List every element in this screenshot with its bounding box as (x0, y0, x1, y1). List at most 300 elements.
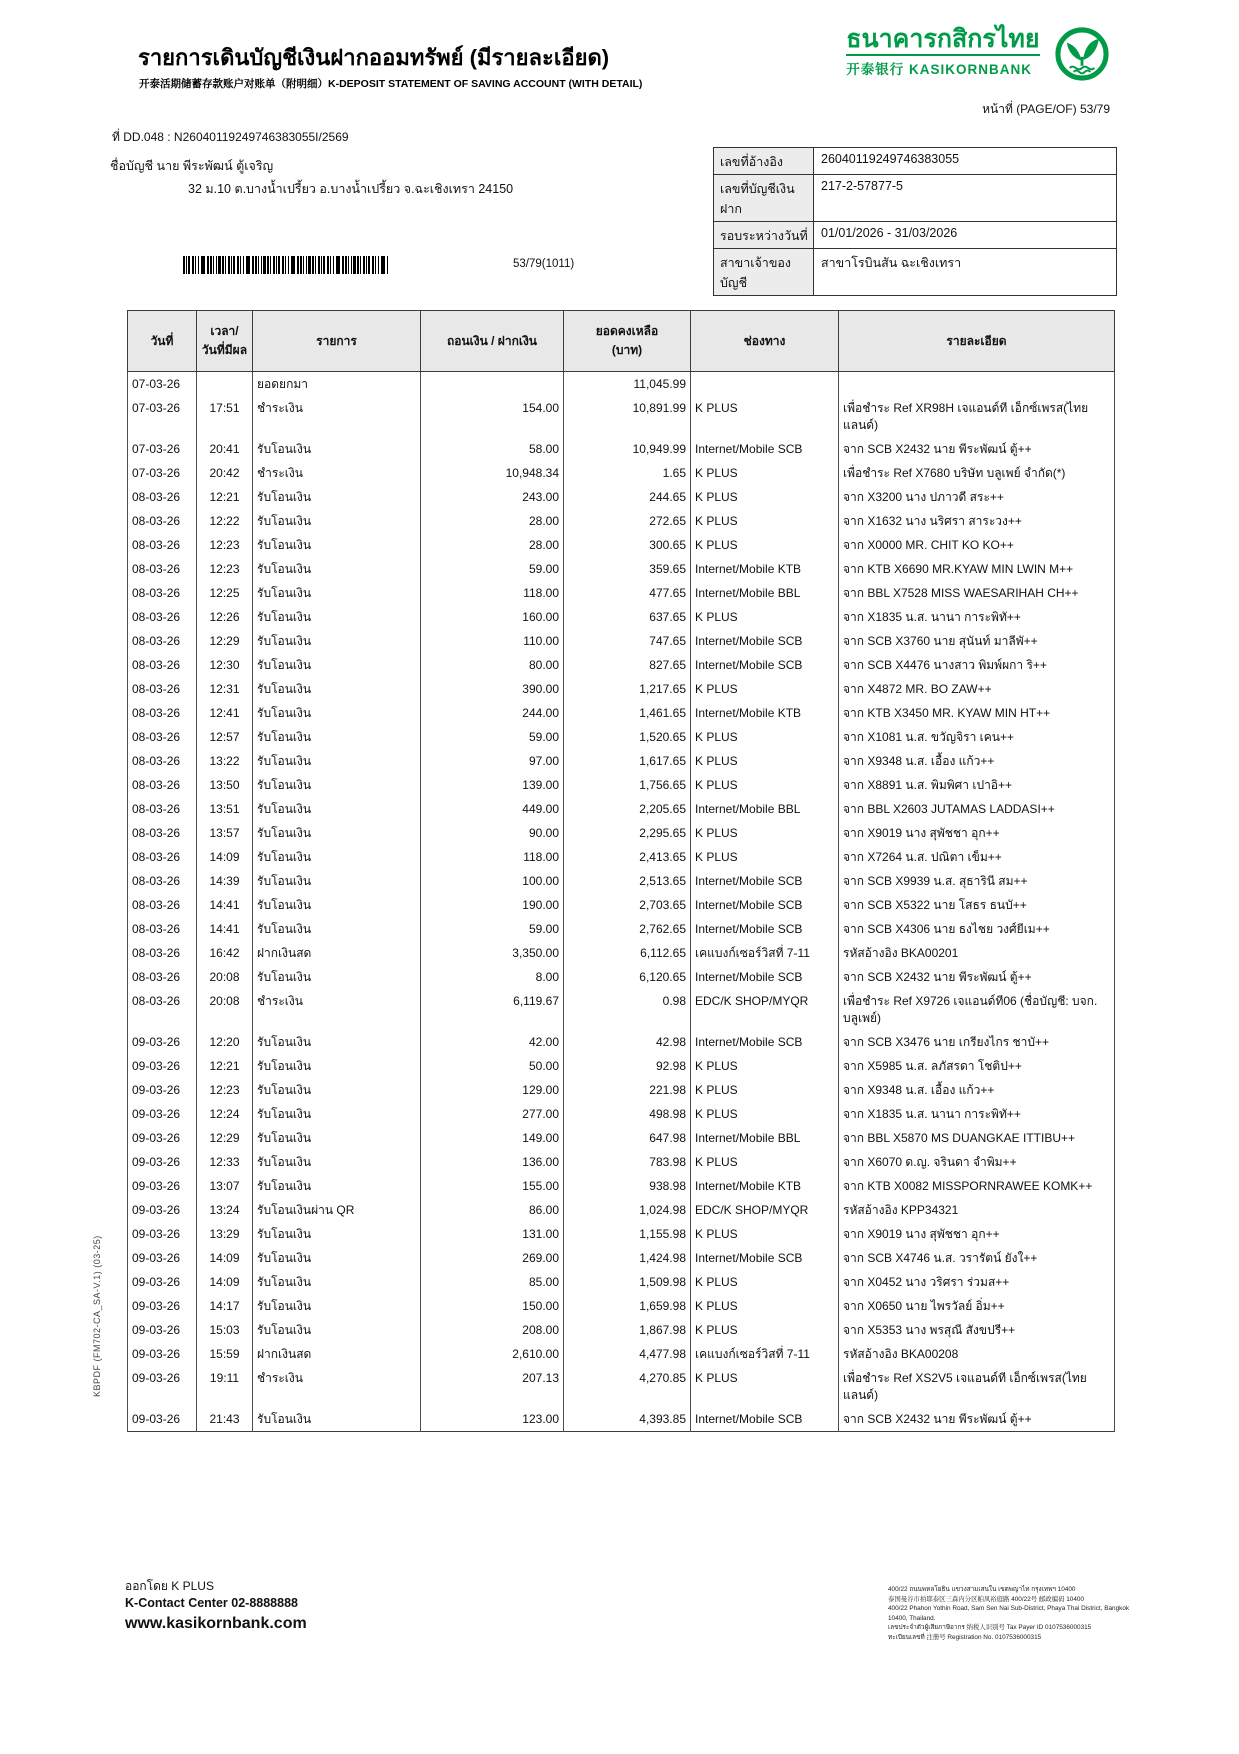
cell-amount: 129.00 (421, 1078, 564, 1102)
cell-balance: 637.65 (564, 605, 691, 629)
cell-detail: จาก KTB X6690 MR.KYAW MIN LWIN M++ (839, 557, 1115, 581)
cell-time: 12:25 (197, 581, 253, 605)
transaction-row (128, 485, 1115, 509)
cell-time: 12:21 (197, 485, 253, 509)
transaction-row (128, 1246, 1115, 1270)
cell-description: รับโอนเงิน (253, 1407, 421, 1432)
cell-detail: เพื่อชำระ Ref XS2V5 เจแอนด์ที เอ็กซ์เพรส(ไทยแลนด์) (839, 1366, 1115, 1407)
cell-detail: เพื่อชำระ Ref X9726 เจแอนด์ที06 (ชื่อบัญชี: บจก. บลูเพย์) (839, 989, 1115, 1030)
cell-balance: 300.65 (564, 533, 691, 557)
cell-date: 09-03-26 (128, 1150, 197, 1174)
cell-date: 09-03-26 (128, 1078, 197, 1102)
cell-description: รับโอนเงิน (253, 917, 421, 941)
cell-time: 15:03 (197, 1318, 253, 1342)
cell-time: 12:29 (197, 629, 253, 653)
transaction-row (128, 725, 1115, 749)
cell-amount: 136.00 (421, 1150, 564, 1174)
cell-detail: จาก X1081 น.ส. ขวัญจิรา เคน++ (839, 725, 1115, 749)
cell-description: รับโอนเงิน (253, 485, 421, 509)
transaction-row (128, 1366, 1115, 1407)
cell-channel: Internet/Mobile KTB (691, 1174, 839, 1198)
cell-amount: 154.00 (421, 396, 564, 437)
transaction-row (128, 749, 1115, 773)
cell-date: 08-03-26 (128, 725, 197, 749)
cell-amount: 123.00 (421, 1407, 564, 1432)
transaction-row (128, 509, 1115, 533)
cell-amount: 90.00 (421, 821, 564, 845)
info-label: เลขที่อ้างอิง (714, 148, 814, 174)
cell-detail: จาก X0452 นาง วริศรา ร่วมส++ (839, 1270, 1115, 1294)
account-info-box (713, 147, 1117, 296)
cell-description: รับโอนเงิน (253, 893, 421, 917)
cell-time: 12:30 (197, 653, 253, 677)
cell-date: 08-03-26 (128, 485, 197, 509)
cell-date: 09-03-26 (128, 1222, 197, 1246)
cell-date: 08-03-26 (128, 749, 197, 773)
cell-description: รับโอนเงิน (253, 1078, 421, 1102)
cell-detail: จาก X1632 นาง นริศรา สาระวง++ (839, 509, 1115, 533)
cell-balance: 359.65 (564, 557, 691, 581)
cell-channel: Internet/Mobile KTB (691, 557, 839, 581)
cell-detail: จาก BBL X5870 MS DUANGKAE ITTIBU++ (839, 1126, 1115, 1150)
cell-balance: 11,045.99 (564, 372, 691, 397)
issued-by: ออกโดย K PLUS (125, 1579, 214, 1593)
col-header-time: เวลา/ วันที่มีผล (197, 311, 253, 372)
cell-balance: 1,155.98 (564, 1222, 691, 1246)
footer-address-block (888, 1585, 1133, 1643)
cell-time: 20:42 (197, 461, 253, 485)
cell-detail: จาก X6070 ด.ญ. จรินดา จำพิม++ (839, 1150, 1115, 1174)
cell-balance: 1,867.98 (564, 1318, 691, 1342)
cell-detail: รหัสอ้างอิง BKA00208 (839, 1342, 1115, 1366)
transaction-row (128, 1407, 1115, 1432)
cell-description: รับโอนเงิน (253, 725, 421, 749)
cell-balance: 2,205.65 (564, 797, 691, 821)
logo-divider (846, 54, 1039, 56)
cell-description: รับโอนเงิน (253, 1270, 421, 1294)
cell-date: 09-03-26 (128, 1294, 197, 1318)
info-row (714, 175, 1116, 222)
cell-time: 13:07 (197, 1174, 253, 1198)
contact-center: K-Contact Center 02-8888888 (125, 1596, 298, 1610)
bank-name-th: ธนาคารกสิกรไทย (846, 25, 1040, 53)
cell-description: ชำระเงิน (253, 1366, 421, 1407)
cell-description: รับโอนเงิน (253, 1054, 421, 1078)
cell-time: 20:41 (197, 437, 253, 461)
cell-description: รับโอนเงิน (253, 773, 421, 797)
cell-balance: 647.98 (564, 1126, 691, 1150)
cell-balance: 1,024.98 (564, 1198, 691, 1222)
cell-detail: จาก X5985 น.ส. ลภัสรดา โชติป++ (839, 1054, 1115, 1078)
cell-channel: EDC/K SHOP/MYQR (691, 989, 839, 1030)
bank-name-en: 开泰银行 KASIKORNBANK (846, 62, 1033, 77)
cell-date: 08-03-26 (128, 965, 197, 989)
cell-channel: K PLUS (691, 1318, 839, 1342)
cell-channel: K PLUS (691, 1150, 839, 1174)
transaction-row (128, 917, 1115, 941)
cell-description: รับโอนเงิน (253, 845, 421, 869)
cell-time: 14:41 (197, 893, 253, 917)
info-label: สาขาเจ้าของบัญชี (714, 249, 814, 295)
cell-detail: จาก SCB X4306 นาย ธงไชย วงศ์ยีเม++ (839, 917, 1115, 941)
cell-balance: 6,112.65 (564, 941, 691, 965)
info-label: เลขที่บัญชีเงินฝาก (714, 175, 814, 221)
cell-time: 20:08 (197, 989, 253, 1030)
page-title: รายการเดินบัญชีเงินฝากออมทรัพย์ (มีรายละเอียด) (138, 45, 610, 70)
cell-balance: 747.65 (564, 629, 691, 653)
cell-detail: จาก X9348 น.ส. เอื้อง แก้ว++ (839, 749, 1115, 773)
cell-date: 08-03-26 (128, 701, 197, 725)
cell-channel: K PLUS (691, 605, 839, 629)
page-subtitle: 开泰活期储蓄存款账户对账单（附明细）K-DEPOSIT STATEMENT OF SAVING ACCOUNT (WITH DETAIL) (139, 78, 643, 90)
transaction-row (128, 1030, 1115, 1054)
cell-amount: 150.00 (421, 1294, 564, 1318)
cell-date: 09-03-26 (128, 1246, 197, 1270)
transaction-row (128, 1222, 1115, 1246)
cell-description: รับโอนเงิน (253, 749, 421, 773)
col-header-balance: ยอดคงเหลือ (บาท) (564, 311, 691, 372)
cell-channel: เคแบงก์เซอร์วิสที่ 7-11 (691, 941, 839, 965)
transaction-row (128, 797, 1115, 821)
cell-channel: Internet/Mobile SCB (691, 437, 839, 461)
transaction-row (128, 1174, 1115, 1198)
transaction-row (128, 869, 1115, 893)
cell-channel: Internet/Mobile SCB (691, 1030, 839, 1054)
cell-amount: 118.00 (421, 845, 564, 869)
cell-description: รับโอนเงิน (253, 509, 421, 533)
transaction-row (128, 605, 1115, 629)
transaction-row (128, 557, 1115, 581)
cell-amount: 59.00 (421, 557, 564, 581)
bank-address-en: 400/22 Phahon Yothin Road, Sam Sen Nai Sub-District, Phaya Thai District, Bangkok 10400, Thailand. (888, 1605, 1130, 1622)
cell-detail: จาก KTB X3450 MR. KYAW MIN HT++ (839, 701, 1115, 725)
cell-detail: จาก X0650 นาย ไพรวัลย์ อิ่ม++ (839, 1294, 1115, 1318)
transaction-row (128, 989, 1115, 1030)
barcode (183, 256, 388, 274)
cell-amount: 42.00 (421, 1030, 564, 1054)
cell-channel: Internet/Mobile SCB (691, 653, 839, 677)
cell-balance: 1.65 (564, 461, 691, 485)
cell-date: 07-03-26 (128, 396, 197, 437)
account-address: 32 ม.10 ต.บางน้ำเปรี้ยว อ.บางน้ำเปรี้ยว จ.ฉะเชิงเทรา 24150 (188, 182, 514, 196)
cell-amount: 28.00 (421, 533, 564, 557)
cell-channel: K PLUS (691, 461, 839, 485)
cell-detail: จาก X9019 นาง สุพัชชา อุก++ (839, 1222, 1115, 1246)
cell-amount: 59.00 (421, 917, 564, 941)
cell-description: รับโอนเงิน (253, 821, 421, 845)
cell-amount: 8.00 (421, 965, 564, 989)
cell-balance: 1,520.65 (564, 725, 691, 749)
cell-date: 08-03-26 (128, 845, 197, 869)
cell-date: 07-03-26 (128, 461, 197, 485)
cell-date: 09-03-26 (128, 1174, 197, 1198)
cell-channel: K PLUS (691, 1054, 839, 1078)
website: www.kasikornbank.com (125, 1615, 307, 1632)
bank-address-th: 400/22 ถนนพหลโยธิน แขวงสามเสนใน เขตพญาไท กรุงเทพฯ 10400 (888, 1586, 1076, 1593)
cell-time: 14:17 (197, 1294, 253, 1318)
cell-time: 12:31 (197, 677, 253, 701)
transaction-row (128, 965, 1115, 989)
kasikornbank-sprout-icon (1054, 26, 1110, 82)
cell-time: 12:23 (197, 1078, 253, 1102)
transaction-row (128, 1270, 1115, 1294)
cell-description: รับโอนเงิน (253, 797, 421, 821)
cell-channel: Internet/Mobile SCB (691, 1246, 839, 1270)
cell-date: 08-03-26 (128, 797, 197, 821)
cell-detail: จาก BBL X2603 JUTAMAS LADDASI++ (839, 797, 1115, 821)
document-number: ที่ DD.048 : N26040119249746383055I/2569 (112, 130, 349, 144)
cell-balance: 244.65 (564, 485, 691, 509)
cell-description: ชำระเงิน (253, 989, 421, 1030)
cell-time: 13:29 (197, 1222, 253, 1246)
cell-amount: 85.00 (421, 1270, 564, 1294)
cell-balance: 827.65 (564, 653, 691, 677)
cell-balance: 498.98 (564, 1102, 691, 1126)
cell-date: 08-03-26 (128, 917, 197, 941)
cell-detail: เพื่อชำระ Ref X7680 บริษัท บลูเพย์ จำกัด(*) (839, 461, 1115, 485)
cell-date: 08-03-26 (128, 629, 197, 653)
cell-amount: 207.13 (421, 1366, 564, 1407)
cell-description: รับโอนเงิน (253, 533, 421, 557)
cell-detail: จาก X0000 MR. CHIT KO KO++ (839, 533, 1115, 557)
cell-channel: K PLUS (691, 1102, 839, 1126)
transaction-row (128, 1198, 1115, 1222)
cell-time: 12:26 (197, 605, 253, 629)
cell-amount: 131.00 (421, 1222, 564, 1246)
cell-description: รับโอนเงิน (253, 1102, 421, 1126)
info-value: สาขาโรบินสัน ฉะเชิงเทรา (821, 256, 962, 270)
transaction-row (128, 1342, 1115, 1366)
cell-description: ยอดยกมา (253, 372, 421, 397)
cell-amount: 160.00 (421, 605, 564, 629)
cell-balance: 1,424.98 (564, 1246, 691, 1270)
cell-channel: K PLUS (691, 749, 839, 773)
cell-channel: K PLUS (691, 845, 839, 869)
cell-description: ฝากเงินสด (253, 941, 421, 965)
cell-balance: 10,949.99 (564, 437, 691, 461)
cell-balance: 1,659.98 (564, 1294, 691, 1318)
barcode-label: 53/79(1011) (513, 258, 575, 270)
bank-logo (846, 26, 1110, 82)
cell-date: 08-03-26 (128, 581, 197, 605)
cell-description: รับโอนเงิน (253, 605, 421, 629)
cell-description: ชำระเงิน (253, 461, 421, 485)
cell-channel: Internet/Mobile SCB (691, 629, 839, 653)
cell-description: รับโอนเงิน (253, 1174, 421, 1198)
cell-detail: จาก SCB X2432 นาย พีระพัฒน์ ตู้++ (839, 1407, 1115, 1432)
transaction-row (128, 396, 1115, 437)
cell-channel: Internet/Mobile BBL (691, 581, 839, 605)
cell-date: 08-03-26 (128, 677, 197, 701)
cell-time: 13:24 (197, 1198, 253, 1222)
cell-channel: K PLUS (691, 1270, 839, 1294)
cell-channel: Internet/Mobile BBL (691, 797, 839, 821)
cell-detail (839, 372, 1115, 397)
cell-time: 13:51 (197, 797, 253, 821)
cell-detail: จาก BBL X7528 MISS WAESARIHAH CH++ (839, 581, 1115, 605)
cell-description: รับโอนเงิน (253, 1246, 421, 1270)
cell-detail: เพื่อชำระ Ref XR98H เจแอนด์ที เอ็กซ์เพรส(ไทยแลนด์) (839, 396, 1115, 437)
transaction-row (128, 1054, 1115, 1078)
cell-channel (691, 372, 839, 397)
cell-description: รับโอนเงิน (253, 1150, 421, 1174)
cell-amount: 190.00 (421, 893, 564, 917)
cell-balance: 4,393.85 (564, 1407, 691, 1432)
cell-date: 08-03-26 (128, 509, 197, 533)
cell-amount: 100.00 (421, 869, 564, 893)
bank-address-cn: 泰国曼谷市拍耶泰区三森内分区帕凤裕庭路 400/22号 邮政编码 10400 (888, 1595, 1085, 1603)
cell-amount: 97.00 (421, 749, 564, 773)
col-header-detail: รายละเอียด (839, 311, 1115, 372)
cell-date: 09-03-26 (128, 1126, 197, 1150)
transaction-row (128, 653, 1115, 677)
cell-date: 08-03-26 (128, 773, 197, 797)
cell-date: 09-03-26 (128, 1366, 197, 1407)
cell-description: ฝากเงินสด (253, 1342, 421, 1366)
cell-detail: จาก SCB X9939 น.ส. สุธารินี สม++ (839, 869, 1115, 893)
account-name: ชื่อบัญชี นาย พีระพัฒน์ ตู้เจริญ (110, 159, 274, 173)
cell-balance: 2,413.65 (564, 845, 691, 869)
table-header-row (128, 311, 1115, 372)
cell-description: รับโอนเงิน (253, 653, 421, 677)
transaction-row (128, 1126, 1115, 1150)
cell-time: 17:51 (197, 396, 253, 437)
cell-time (197, 372, 253, 397)
cell-date: 09-03-26 (128, 1342, 197, 1366)
form-code: KBPDF (FM702-CA_SA-V.1) (03-25) (92, 1235, 102, 1397)
cell-detail: จาก SCB X2432 นาย พีระพัฒน์ ตู้++ (839, 965, 1115, 989)
cell-time: 14:09 (197, 1270, 253, 1294)
cell-time: 14:41 (197, 917, 253, 941)
transactions-section (127, 310, 1115, 1432)
transaction-row (128, 941, 1115, 965)
cell-amount: 155.00 (421, 1174, 564, 1198)
cell-time: 16:42 (197, 941, 253, 965)
cell-channel: K PLUS (691, 533, 839, 557)
page-number: หน้าที่ (PAGE/OF) 53/79 (982, 102, 1110, 116)
cell-balance: 938.98 (564, 1174, 691, 1198)
cell-time: 12:24 (197, 1102, 253, 1126)
transaction-row (128, 533, 1115, 557)
cell-detail: จาก X3200 นาง ปภาวดี สระ++ (839, 485, 1115, 509)
cell-date: 07-03-26 (128, 437, 197, 461)
cell-balance: 4,477.98 (564, 1342, 691, 1366)
cell-detail: จาก X4872 MR. BO ZAW++ (839, 677, 1115, 701)
cell-balance: 10,891.99 (564, 396, 691, 437)
info-value: 01/01/2026 - 31/03/2026 (821, 226, 958, 240)
info-label: รอบระหว่างวันที่ (714, 222, 814, 248)
cell-date: 08-03-26 (128, 557, 197, 581)
cell-amount: 269.00 (421, 1246, 564, 1270)
cell-channel: K PLUS (691, 1078, 839, 1102)
cell-date: 09-03-26 (128, 1102, 197, 1126)
cell-description: รับโอนเงิน (253, 581, 421, 605)
cell-amount: 118.00 (421, 581, 564, 605)
cell-channel: Internet/Mobile SCB (691, 965, 839, 989)
cell-channel: Internet/Mobile BBL (691, 1126, 839, 1150)
cell-balance: 6,120.65 (564, 965, 691, 989)
cell-description: รับโอนเงิน (253, 1222, 421, 1246)
cell-detail: รหัสอ้างอิง BKA00201 (839, 941, 1115, 965)
cell-time: 21:43 (197, 1407, 253, 1432)
cell-amount: 149.00 (421, 1126, 564, 1150)
transaction-row (128, 677, 1115, 701)
cell-detail: จาก X5353 นาง พรสุณี สังขปรี++ (839, 1318, 1115, 1342)
cell-balance: 92.98 (564, 1054, 691, 1078)
cell-time: 12:23 (197, 533, 253, 557)
cell-balance: 1,756.65 (564, 773, 691, 797)
cell-description: รับโอนเงิน (253, 437, 421, 461)
cell-date: 08-03-26 (128, 893, 197, 917)
cell-date: 08-03-26 (128, 821, 197, 845)
cell-balance: 0.98 (564, 989, 691, 1030)
cell-channel: EDC/K SHOP/MYQR (691, 1198, 839, 1222)
cell-amount: 10,948.34 (421, 461, 564, 485)
cell-date: 08-03-26 (128, 941, 197, 965)
transaction-row (128, 437, 1115, 461)
cell-amount: 50.00 (421, 1054, 564, 1078)
cell-time: 14:39 (197, 869, 253, 893)
col-header-channel: ช่องทาง (691, 311, 839, 372)
cell-balance: 42.98 (564, 1030, 691, 1054)
transaction-row (128, 1102, 1115, 1126)
cell-date: 09-03-26 (128, 1198, 197, 1222)
cell-amount: 208.00 (421, 1318, 564, 1342)
cell-date: 08-03-26 (128, 869, 197, 893)
info-row (714, 249, 1116, 296)
transaction-row (128, 845, 1115, 869)
transaction-row (128, 372, 1115, 397)
cell-balance: 221.98 (564, 1078, 691, 1102)
cell-channel: K PLUS (691, 396, 839, 437)
cell-time: 15:59 (197, 1342, 253, 1366)
cell-channel: Internet/Mobile SCB (691, 893, 839, 917)
cell-amount: 86.00 (421, 1198, 564, 1222)
cell-channel: K PLUS (691, 677, 839, 701)
cell-detail: จาก X8891 น.ส. พิมพิศา เปาอิ++ (839, 773, 1115, 797)
cell-channel: K PLUS (691, 773, 839, 797)
cell-date: 09-03-26 (128, 1318, 197, 1342)
cell-detail: จาก X9019 นาง สุพัชชา อุก++ (839, 821, 1115, 845)
cell-detail: รหัสอ้างอิง KPP34321 (839, 1198, 1115, 1222)
cell-time: 13:22 (197, 749, 253, 773)
cell-detail: จาก KTB X0082 MISSPORNRAWEE KOMK++ (839, 1174, 1115, 1198)
cell-date: 09-03-26 (128, 1030, 197, 1054)
cell-description: รับโอนเงิน (253, 1030, 421, 1054)
cell-time: 12:21 (197, 1054, 253, 1078)
cell-description: รับโอนเงิน (253, 557, 421, 581)
transaction-row (128, 701, 1115, 725)
cell-description: รับโอนเงิน (253, 869, 421, 893)
transaction-row (128, 1318, 1115, 1342)
cell-time: 12:57 (197, 725, 253, 749)
transaction-row (128, 581, 1115, 605)
col-header-date: วันที่ (128, 311, 197, 372)
cell-time: 12:23 (197, 557, 253, 581)
cell-description: รับโอนเงิน (253, 965, 421, 989)
cell-amount: 110.00 (421, 629, 564, 653)
cell-balance: 1,461.65 (564, 701, 691, 725)
cell-balance: 2,295.65 (564, 821, 691, 845)
registration-no: ทะเบียนเลขที่ 注册号 Registration No. 0107536000315 (888, 1633, 1042, 1641)
cell-time: 12:41 (197, 701, 253, 725)
cell-balance: 477.65 (564, 581, 691, 605)
cell-channel: เคแบงก์เซอร์วิสที่ 7-11 (691, 1342, 839, 1366)
cell-amount: 244.00 (421, 701, 564, 725)
cell-detail: จาก SCB X3476 นาย เกรียงไกร ชาบั++ (839, 1030, 1115, 1054)
info-value: 217-2-57877-5 (821, 179, 904, 193)
cell-amount: 277.00 (421, 1102, 564, 1126)
